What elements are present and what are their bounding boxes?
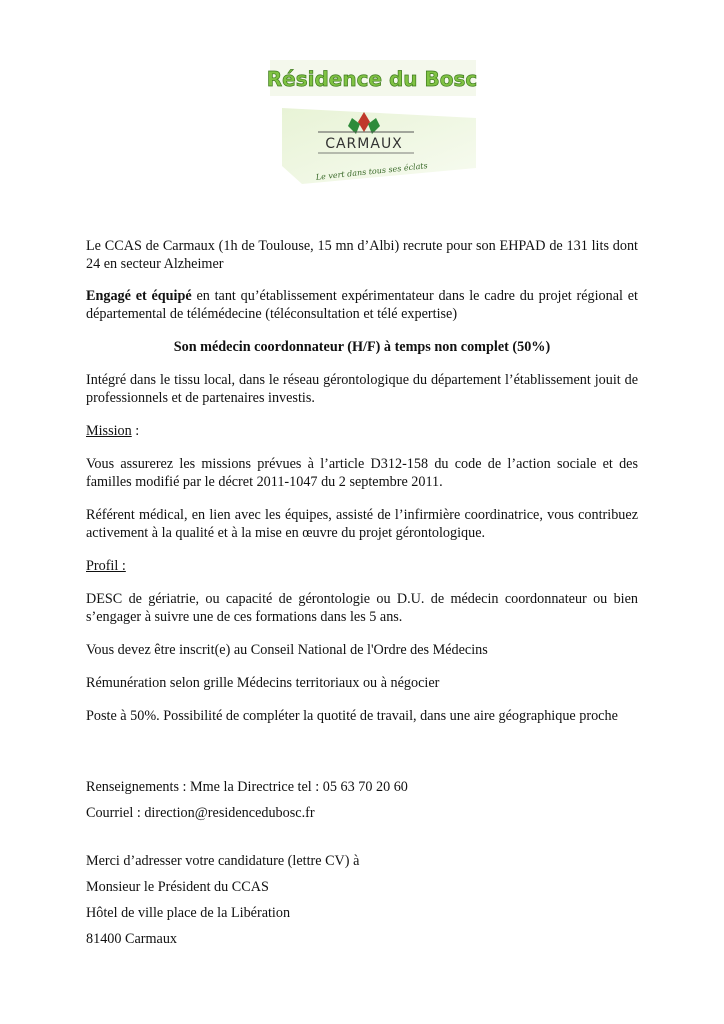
spacer bbox=[86, 740, 638, 778]
mission-heading-colon: : bbox=[131, 423, 140, 439]
engagement-paragraph bbox=[86, 287, 638, 323]
slogan: Le vert dans tous ses éclats bbox=[315, 161, 429, 182]
profil-heading bbox=[86, 557, 638, 575]
spacer bbox=[86, 830, 638, 852]
engagement-bold: Engagé et équipé bbox=[86, 288, 192, 304]
job-posting bbox=[86, 237, 638, 956]
profil-paragraph-1: DESC de gériatrie, ou capacité de gérontologie ou D.U. de médecin coordonnateur ou bien s’engager à suivre une de ces formations dans les 5 ans. bbox=[86, 591, 638, 625]
engagement-text: en tant qu’établissement expérimentateur dans le cadre du projet régional et départemental de télémédecine (téléconsultation et télé expertise) bbox=[86, 288, 638, 322]
banner-title: Résidence du Bosc bbox=[266, 67, 478, 91]
profil-paragraph-3: Rémunération selon grille Médecins territoriaux ou à négocier bbox=[86, 675, 440, 691]
mission-heading-text: Mission bbox=[86, 423, 132, 439]
mission-heading bbox=[86, 422, 638, 440]
address-line-4: 81400 Carmaux bbox=[86, 931, 178, 947]
mission-paragraph-1: Vous assurerez les missions prévues à l’article D312-158 du code de l’action sociale et des familles modifié par le décret 2011-1047 du 2 septembre 2011. bbox=[86, 456, 638, 490]
profil-paragraph-2: Vous devez être inscrit(e) au Conseil National de l'Ordre des Médecins bbox=[86, 642, 488, 658]
intro-paragraph: Le CCAS de Carmaux (1h de Toulouse, 15 mn d’Albi) recrute pour son EHPAD de 131 lits dont 24 en secteur Alzheimer bbox=[86, 238, 638, 272]
job-title: Son médecin coordonnateur (H/F) à temps non complet (50%) bbox=[173, 339, 551, 355]
contact-info: Renseignements : Mme la Directrice tel : 05 63 70 20 60 bbox=[86, 779, 408, 795]
contact-email: Courriel : direction@residencedubosc.fr bbox=[86, 805, 315, 821]
address-line-1: Merci d’adresser votre candidature (lettre CV) à bbox=[86, 853, 360, 869]
mission-paragraph-2: Référent médical, en lien avec les équipes, assisté de l’infirmière coordinatrice, vous contribuez activement à la qualité et à la mise en œuvre du projet gérontologique. bbox=[86, 507, 638, 541]
address-line-2: Monsieur le Président du CCAS bbox=[86, 879, 269, 895]
logo-graphic bbox=[262, 56, 482, 186]
residence-logo bbox=[262, 56, 482, 186]
integration-paragraph: Intégré dans le tissu local, dans le réseau gérontologique du département l’établissement jouit de professionnels et de partenaires investis. bbox=[86, 372, 638, 406]
profil-heading-text: Profil : bbox=[86, 558, 126, 574]
town-name: CARMAUX bbox=[325, 136, 403, 152]
address-line-3: Hôtel de ville place de la Libération bbox=[86, 905, 291, 921]
profil-paragraph-4: Poste à 50%. Possibilité de compléter la quotité de travail, dans une aire géographique proche bbox=[86, 708, 618, 724]
